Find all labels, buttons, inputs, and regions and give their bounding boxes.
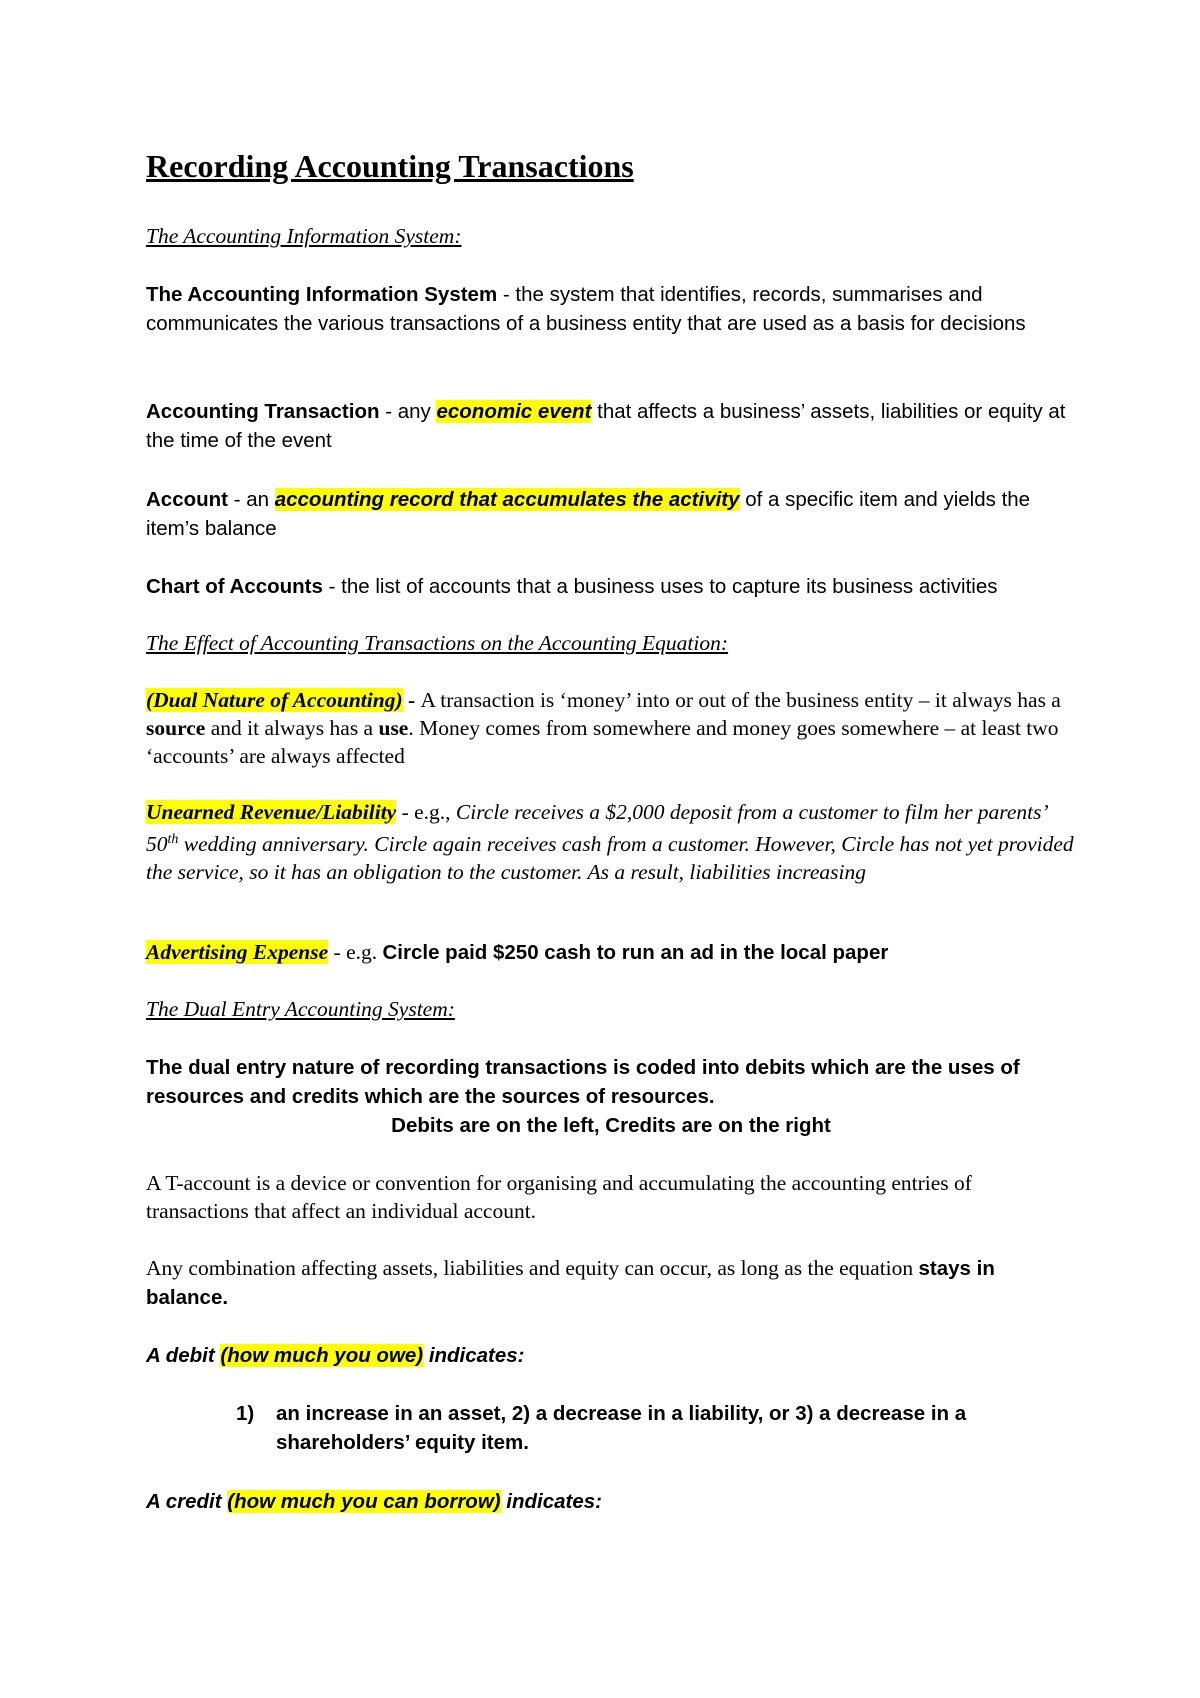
paragraph-t-account: A T-account is a device or convention for organising and accumulating the accounting entries of transactions that affect an individual account. (146, 1171, 972, 1223)
definition-account-pre: - an (228, 488, 275, 511)
highlight-how-much-you-owe: (how much you owe) (220, 1344, 424, 1367)
section-heading-ais: The Accounting Information System: (146, 224, 462, 248)
section-heading-dual-entry: The Dual Entry Accounting System: (146, 997, 455, 1021)
superscript-th: th (167, 832, 179, 847)
highlight-dual-nature: (Dual Nature of Accounting) (146, 688, 403, 712)
paragraph-advertising-expense (146, 938, 1076, 967)
definition-account (146, 485, 1076, 543)
debit-credit-rule: Debits are on the left, Credits are on the right (391, 1114, 831, 1137)
advertising-example: Circle paid $250 cash to run an ad in the local paper (382, 941, 889, 964)
word-use: use (378, 716, 409, 740)
paragraph-coded: The dual entry nature of recording transactions is coded into debits which are the uses of resources and credits which are the sources of resources. (146, 1056, 1020, 1108)
word-source: source (146, 716, 206, 740)
unearned-pre: - e.g., (396, 800, 456, 824)
definition-transaction-post: that affects a business’ assets, liabilities or equity at the time of the event (146, 400, 1066, 452)
term-chart-of-accounts: Chart of Accounts (146, 575, 323, 598)
definition-ais-text: - the system that identifies, records, summarises and communicates the various transactions of a business entity that are used as a basis for decisions (146, 283, 1026, 335)
dual-nature-text-1: A transaction is ‘money’ into or out of the business entity – it always has a (420, 688, 1061, 712)
credit-heading (146, 1487, 1076, 1516)
term-ais: The Accounting Information System (146, 283, 498, 306)
debit-post: indicates: (423, 1344, 525, 1367)
definition-account-post: of a specific item and yields the item’s balance (146, 488, 1031, 540)
unearned-example-1: Circle receives a $2,000 deposit from a customer to film her parents’ 50 (146, 800, 1047, 857)
list-item (236, 1399, 1036, 1457)
highlight-advertising-expense: Advertising Expense (146, 940, 329, 964)
paragraph-unearned-revenue (146, 798, 1076, 886)
section-heading-effect: The Effect of Accounting Transactions on the Accounting Equation: (146, 631, 729, 655)
definition-ais (146, 280, 1076, 338)
combination-text: Any combination affecting assets, liabilities and equity can occur, as long as the equation (146, 1256, 919, 1280)
list-text: an increase in an asset, 2) a decrease in a liability, or 3) a decrease in a shareholders’ equity item. (276, 1402, 967, 1454)
definition-transaction-pre: - any (379, 400, 437, 423)
definition-chart-text: - the list of accounts that a business uses to capture its business activities (322, 575, 998, 598)
debit-pre: A debit (146, 1344, 221, 1367)
dual-nature-text-3: . Money comes from somewhere and money goes somewhere – at least two ‘accounts’ are always affected (146, 716, 1059, 768)
highlight-unearned-revenue: Unearned Revenue/Liability (146, 800, 397, 824)
term-account: Account (146, 488, 228, 511)
highlight-accounting-record: accounting record that accumulates the activity (274, 488, 740, 511)
page-title: Recording Accounting Transactions (146, 148, 634, 184)
paragraph-dual-nature (146, 686, 1076, 770)
term-transaction: Accounting Transaction (146, 400, 380, 423)
credit-pre: A credit (146, 1490, 228, 1513)
definition-chart-of-accounts (146, 572, 1076, 601)
highlight-economic-event: economic event (436, 400, 592, 423)
paragraph-combination (146, 1254, 1076, 1312)
unearned-example-2: wedding anniversary. Circle again receives cash from a customer. However, Circle has not yet provided the service, so it has an obligation to the customer. As a result, liabilities increasing (146, 832, 1074, 885)
highlight-how-much-you-can-borrow: (how much you can borrow) (227, 1490, 501, 1513)
debit-heading (146, 1341, 1076, 1370)
list-number: 1) (236, 1402, 255, 1425)
advertising-pre: - e.g. (328, 940, 383, 964)
combination-bold: stays in balance. (146, 1257, 995, 1309)
dual-nature-dash: - (402, 688, 421, 712)
credit-post: indicates: (500, 1490, 602, 1513)
dual-nature-text-2: and it always has a (205, 716, 379, 740)
definition-transaction (146, 397, 1076, 455)
